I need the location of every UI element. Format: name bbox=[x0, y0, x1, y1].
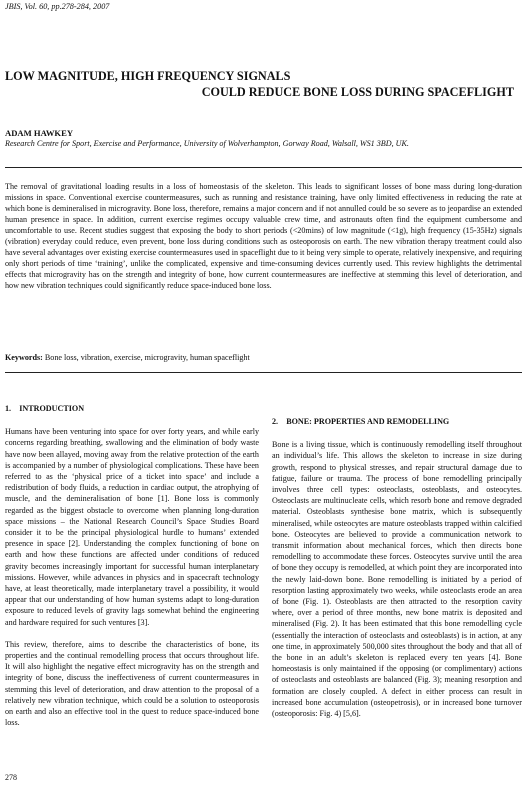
title-line-1: LOW MAGNITUDE, HIGH FREQUENCY SIGNALS bbox=[5, 69, 291, 83]
abstract: The removal of gravitational loading results in a loss of homeostasis of the skeleton. This leads to significant losses of bone mass during long-duration missions in space. Conventional exercise countermeasures, such as running and resistance training, have only limited effectiveness in reducing the rate at which bone is demineralised in microgravity. Bone loss, therefore, remains a major concern and if not annulled could be so severe as to jeopardise an extended human presence in space. In addition, current exercise regimes occupy valuable crew time, and astronauts often find the equipment cumbersome and uncomfortable to use. Recent studies suggest that exposing the body to short periods (<20mins) of low magnitude (<1g), high frequency (15-35Hz) signals (vibration) everyday could reduce, even prevent, bone loss during conditions such as osteoporosis on earth. The new vibration therapy treatment could also have several advantages over existing exercise countermeasures used in spaceflight due to it being very simple to operate, relatively inexpensive, and requiring only short periods of time ‘training’, unlike the complicated, expensive and time-consuming devices currently used. This review highlights the detrimental effects that microgravity has on the strength and integrity of bone, how current countermeasures are ineffective at stemming this level of deterioration, and how new vibration techniques could significantly reduce space-induced bone loss. bbox=[5, 182, 522, 291]
author-affiliation: Research Centre for Sport, Exercise and Performance, University of Wolverhampton, Gorway Road, Walsall, WS1 3BD, UK. bbox=[5, 139, 409, 148]
page-number: 278 bbox=[5, 773, 17, 782]
right-column bbox=[272, 416, 522, 730]
divider-bottom bbox=[5, 372, 522, 373]
keywords-text: Bone loss, vibration, exercise, microgravity, human spaceflight bbox=[44, 353, 250, 362]
section-1-paragraph-1: Humans have been venturing into space for over forty years, and while early concerns regarding breathing, swallowing and the elimination of body waste have now been allayed, moving away from the relative protection of the earth is accompanied by a number of physiological complications. These have been referred to as the ‘physical price of a ticket into space’ and include a redistribution of body fluids, a reduction in cardiac output, the atrophying of muscle, and the demineralisation of bone [1]. Bone loss is commonly regarded as the biggest obstacle to overcome when planning long-duration space missions – the National Research Council’s Space Studies Board consider it to be the principal physiological hurdle to humans’ extended presence in space [2]. Understanding the complex functioning of bone on earth and how these functions are affected under conditions of reduced gravity becomes increasingly important for successful human interplanetary missions. However, while advances in physics and in spacecraft technology have, at least theoretically, made interplanetary travel a possibility, it would appear that our understanding of how human systems adapt to long-duration exposure to reduced levels of gravity lags somewhat behind the engineering and hardware required for such ventures [3]. bbox=[5, 427, 259, 627]
section-2-paragraph-1: Bone is a living tissue, which is continuously remodelling itself throughout an individual’s life. This allows the skeleton to increase in size during growth, respond to physical stresses, and repair structural damage due to fatigue, failure or trauma. The process of bone remodelling principally involves three cell types: osteoclasts, osteoblasts, and osteocytes. Osteoclasts are multinucleate cells, which resorb bone and remove degraded material. Osteoblasts synthesise bone matrix, which is subsequently mineralised, while osteocytes are mature osteoblasts trapped within calcified bone. Osteocytes are believed to provide a communication network to transmit information about mechanical forces, which then directs bone remodelling to accommodate these forces. Osteocytes survive until the area of bone they occupy is remodelled, at which point they are incorporated into the newly laid-down bone. Bone remodelling is initiated by a period of resorption lasting approximately two weeks, while osteoclasts erode an area of bone (Fig. 1). Osteoblasts are then attracted to the resorption cavity where, over a period of three months, new bone matrix is deposited and mineralised (Fig. 2). It has been estimated that this bone remodelling cycle (essentially the interaction of osteoclasts and osteoblasts) is in action, at any one time, in approximately 500,000 sites throughout the body and that all of the bone in an adult’s skeleton is replaced every ten years [4]. Bone homeostasis is only maintained if the opposing (or complimentary) actions of osteoclasts and osteoblasts are balanced (Fig. 3); meaning resorption and formation are closely coupled. A defect in either process can result in increased bone accumulation (osteopetrosis), or in increased bone turnover (osteoporosis: Fig. 4) [5,6]. bbox=[272, 440, 522, 719]
title-line-2: COULD REDUCE BONE LOSS DURING SPACEFLIGHT bbox=[201, 85, 514, 99]
section-2-heading: 2. BONE: PROPERTIES AND REMODELLING bbox=[272, 417, 450, 426]
section-1-heading: 1. INTRODUCTION bbox=[5, 404, 85, 413]
keywords bbox=[5, 353, 522, 362]
divider-top bbox=[5, 167, 522, 168]
author-name: ADAM HAWKEY bbox=[5, 128, 74, 138]
section-1-paragraph-2: This review, therefore, aims to describe the characteristics of bone, its properties and the continual remodelling process that occurs throughout life. It will also highlight the negative effect microgravity has on the strength and integrity of bone, discuss the ineffectiveness of current countermeasures in stemming this level of deterioration, and draw attention to the proposal of a relatively new vibration technique, which could be a solution to osteoporosis on earth and also an effective tool in the quest to reduce space-induced bone loss. bbox=[5, 639, 259, 728]
keywords-label: Keywords: bbox=[5, 353, 43, 362]
journal-header: JBIS, Vol. 60, pp.278-284, 2007 bbox=[5, 2, 110, 11]
left-column bbox=[5, 403, 259, 739]
paper-title bbox=[5, 68, 522, 100]
